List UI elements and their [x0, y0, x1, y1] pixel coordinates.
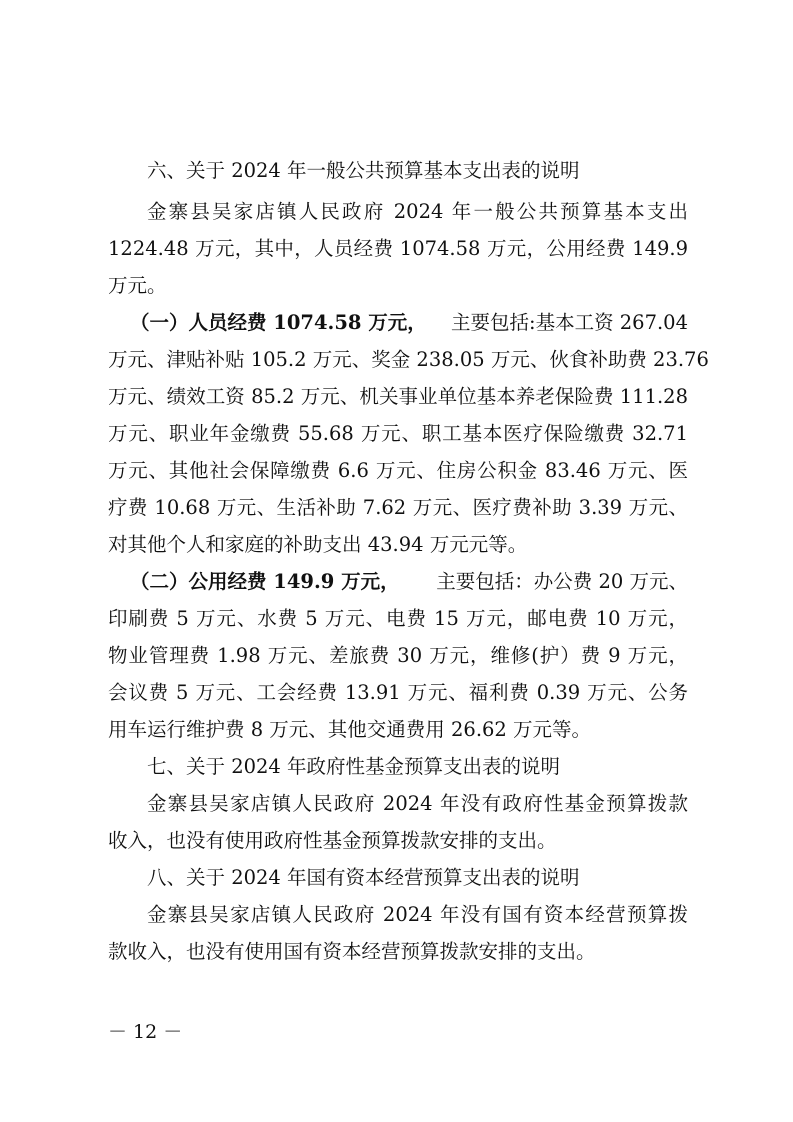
public-use-lead: （二）公用经费 149.9 万元，	[130, 570, 400, 593]
paragraph-line: 印刷费 5 万元、水费 5 万元、电费 15 万元，邮电费 10 万元，	[108, 607, 688, 630]
paragraph-line: 万元。	[108, 274, 167, 297]
paragraph-line: 疗费 10.68 万元、生活补助 7.62 万元、医疗费补助 3.39 万元、	[108, 496, 688, 519]
page-number: － 12 －	[108, 1021, 183, 1043]
paragraph-line: 万元、津贴补贴 105.2 万元、奖金 238.05 万元、伙食补助费 23.76	[108, 348, 709, 371]
paragraph-line: 万元、绩效工资 85.2 万元、机关事业单位基本养老保险费 111.28	[108, 385, 688, 408]
paragraph-line: 万元、其他社会保障缴费 6.6 万元、住房公积金 83.46 万元、医	[108, 459, 688, 482]
paragraph-line: 对其他个人和家庭的补助支出 43.94 万元元等。	[108, 533, 528, 556]
section-heading-7: 七、关于 2024 年政府性基金预算支出表的说明	[147, 755, 561, 778]
public-use-first-line-rest: 主要包括：办公费 20 万元、	[436, 570, 688, 593]
personnel-first-line	[130, 306, 688, 340]
paragraph-line: 金寨县吴家店镇人民政府 2024 年没有国有资本经营预算拨	[147, 903, 688, 926]
paragraph-line: 1224.48 万元，其中，人员经费 1074.58 万元，公用经费 149.9	[108, 237, 688, 260]
public-use-first-line	[130, 565, 688, 599]
paragraph-line: 金寨县吴家店镇人民政府 2024 年没有政府性基金预算拨款	[147, 792, 688, 815]
paragraph-line: 物业管理费 1.98 万元、差旅费 30 万元，维修(护）费 9 万元，	[108, 644, 688, 667]
paragraph-line: 收入，也没有使用政府性基金预算拨款安排的支出。	[108, 829, 557, 852]
paragraph-line: 款收入，也没有使用国有资本经营预算拨款安排的支出。	[108, 940, 596, 963]
paragraph-line: 金寨县吴家店镇人民政府 2024 年一般公共预算基本支出	[147, 200, 688, 223]
personnel-lead: （一）人员经费 1074.58 万元，	[130, 311, 427, 334]
personnel-first-line-rest: 主要包括:基本工资 267.04	[451, 311, 688, 334]
section-heading-6: 六、关于 2024 年一般公共预算基本支出表的说明	[147, 159, 580, 182]
paragraph-line: 用车运行维护费 8 万元、其他交通费用 26.62 万元等。	[108, 718, 592, 741]
section-heading-8: 八、关于 2024 年国有资本经营预算支出表的说明	[147, 866, 580, 889]
paragraph-line: 会议费 5 万元、工会经费 13.91 万元、福利费 0.39 万元、公务	[108, 681, 688, 704]
paragraph-line: 万元、职业年金缴费 55.68 万元、职工基本医疗保险缴费 32.71	[108, 422, 688, 445]
